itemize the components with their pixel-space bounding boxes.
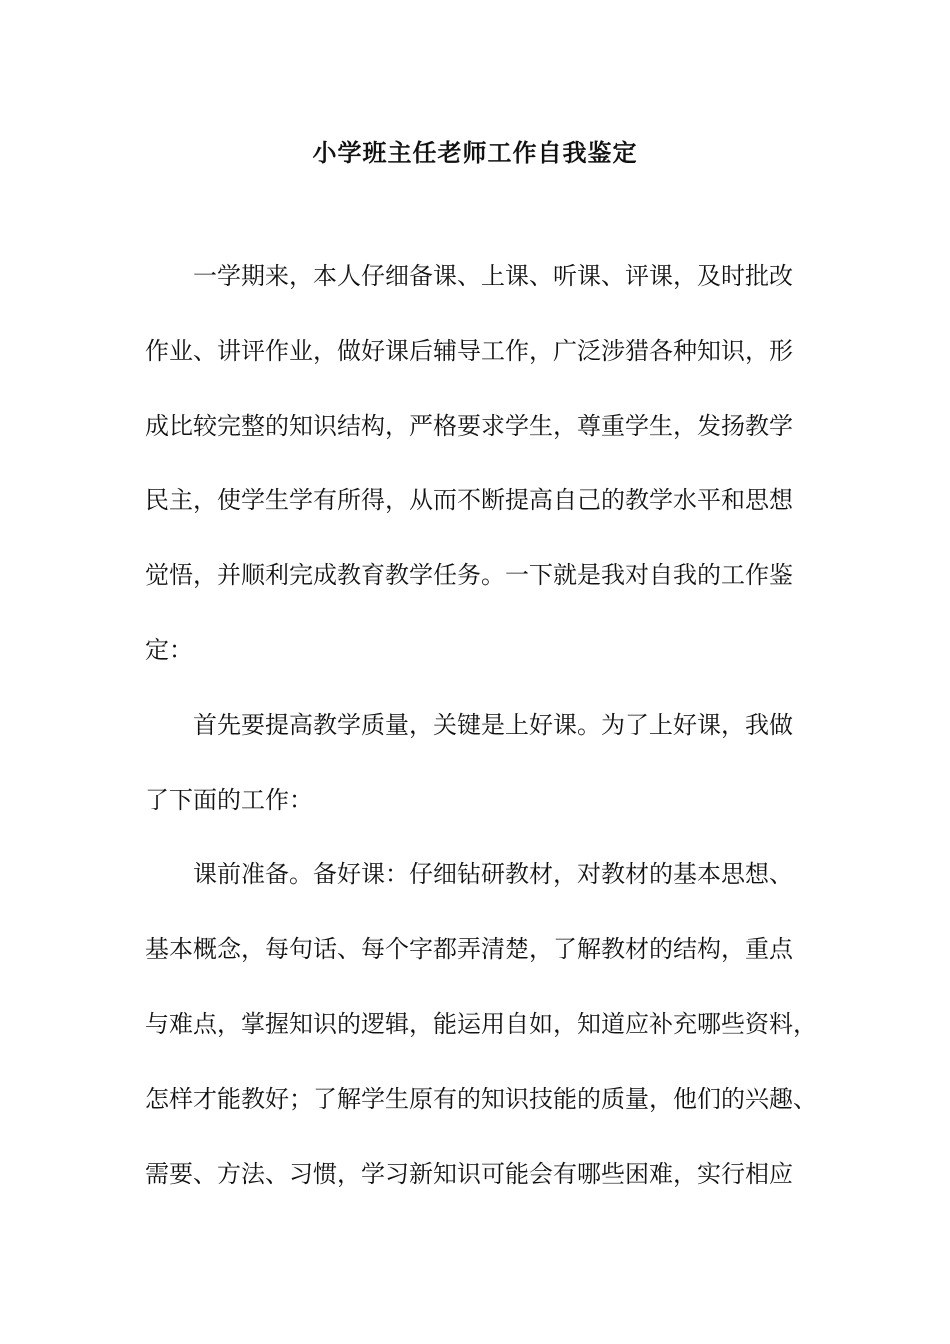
- paragraph-line: 需要、方法、习惯，学习新知识可能会有哪些困难，实行相应: [145, 1159, 793, 1188]
- document-title: 小学班主任老师工作自我鉴定: [312, 138, 638, 167]
- paragraph-line: 作业、讲评作业，做好课后辅导工作，广泛涉猎各种知识，形: [145, 336, 793, 365]
- document-body: [145, 256, 825, 1228]
- paragraph-line: 觉悟，并顺利完成教育教学任务。一下就是我对自我的工作鉴: [145, 561, 793, 590]
- paragraph-line: 定：: [145, 635, 193, 664]
- paragraph-line: 民主，使学生学有所得，从而不断提高自己的教学水平和思想: [145, 486, 793, 515]
- paragraph-line: 了下面的工作：: [145, 785, 313, 814]
- paragraph-line: 成比较完整的知识结构，严格要求学生，尊重学生，发扬教学: [145, 411, 793, 440]
- paragraph-line: 课前准备。备好课：仔细钻研教材，对教材的基本思想、: [193, 860, 793, 889]
- paragraph-line: 怎样才能教好；了解学生原有的知识技能的质量，他们的兴趣、: [145, 1084, 817, 1113]
- paragraph-line: 基本概念，每句话、每个字都弄清楚，了解教材的结构，重点: [145, 935, 793, 964]
- paragraph-line: 一学期来，本人仔细备课、上课、听课、评课，及时批改: [193, 262, 793, 290]
- paragraph-line: 与难点，掌握知识的逻辑，能运用自如，知道应补充哪些资料，: [145, 1009, 817, 1038]
- paragraph-line: 首先要提高教学质量，关键是上好课。为了上好课，我做: [193, 710, 793, 739]
